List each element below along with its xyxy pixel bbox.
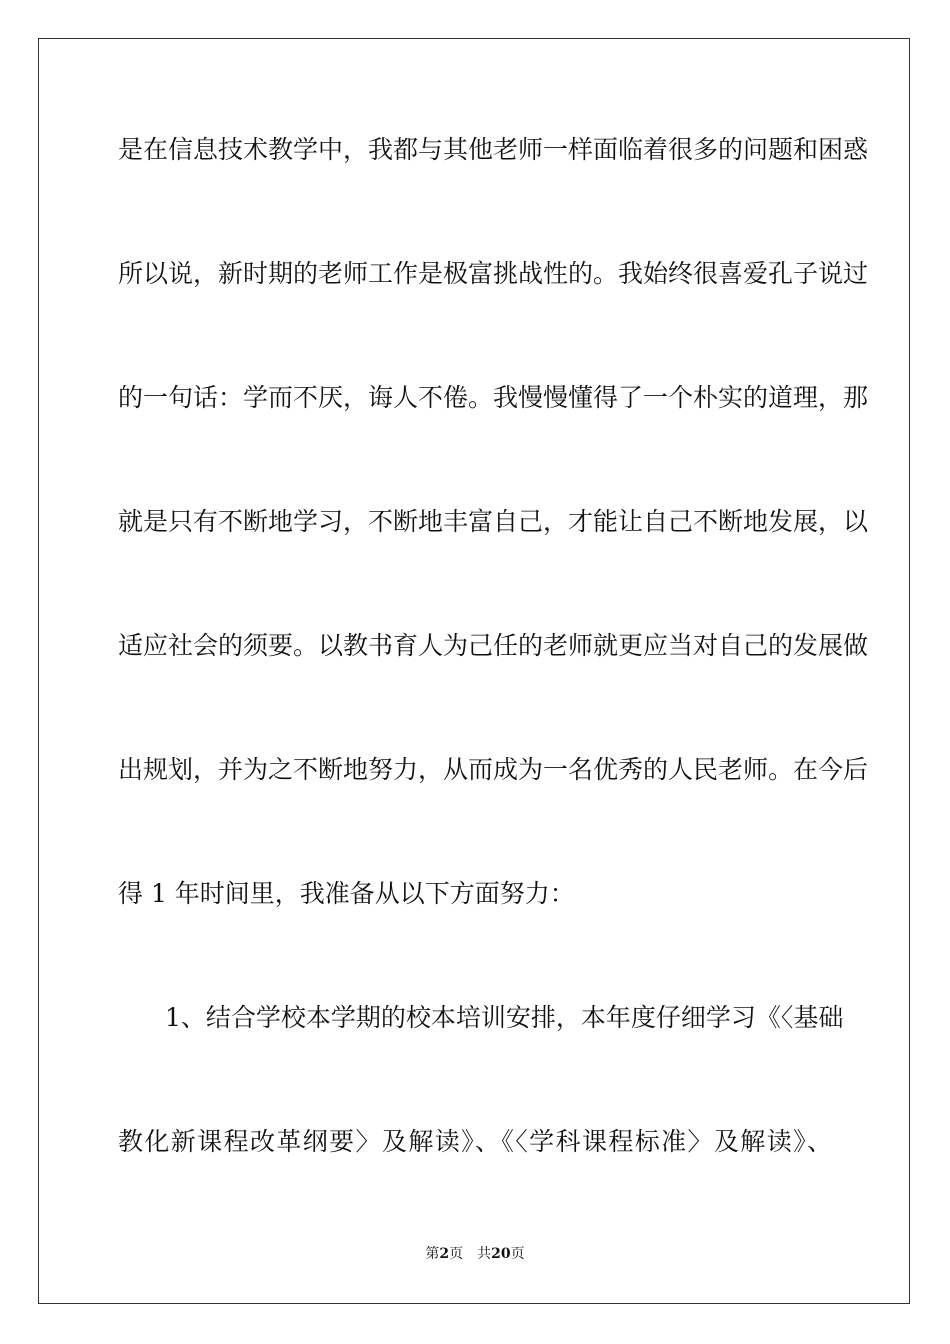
footer-page-unit: 页	[449, 1246, 464, 1262]
body-line-9: 教化新课程改革纲要〉及解读》、《〈学科课程标准〉及解读》、	[118, 1127, 832, 1156]
body-line-8: 1、结合学校本学期的校本培训安排，本年度仔细学习《〈基础	[165, 1003, 844, 1032]
page-border	[38, 38, 910, 1304]
footer-total-unit: 页	[510, 1246, 525, 1262]
body-line-5: 适应社会的须要。以教书育人为己任的老师就更应当对自己的发展做	[118, 631, 869, 660]
body-line-3: 的一句话：学而不厌，诲人不倦。我慢慢懂得了一个朴实的道理，那	[118, 383, 869, 412]
body-line-7: 得 1 年时间里，我准备从以下方面努力：	[118, 879, 575, 908]
footer-total-prefix: 共	[477, 1246, 492, 1262]
body-line-2: 所以说，新时期的老师工作是极富挑战性的。我始终很喜爱孔子说过	[118, 259, 869, 288]
body-line-1: 是在信息技术教学中，我都与其他老师一样面临着很多的问题和困惑	[118, 135, 869, 164]
footer-total-pages: 20	[491, 1246, 511, 1262]
body-line-4: 就是只有不断地学习，不断地丰富自己，才能让自己不断地发展，以	[118, 507, 869, 536]
body-line-6: 出规划，并为之不断地努力，从而成为一名优秀的人民老师。在今后	[118, 755, 869, 784]
page-footer	[0, 1244, 950, 1264]
footer-page-number: 2	[439, 1246, 450, 1262]
footer-page-prefix: 第	[425, 1246, 440, 1262]
